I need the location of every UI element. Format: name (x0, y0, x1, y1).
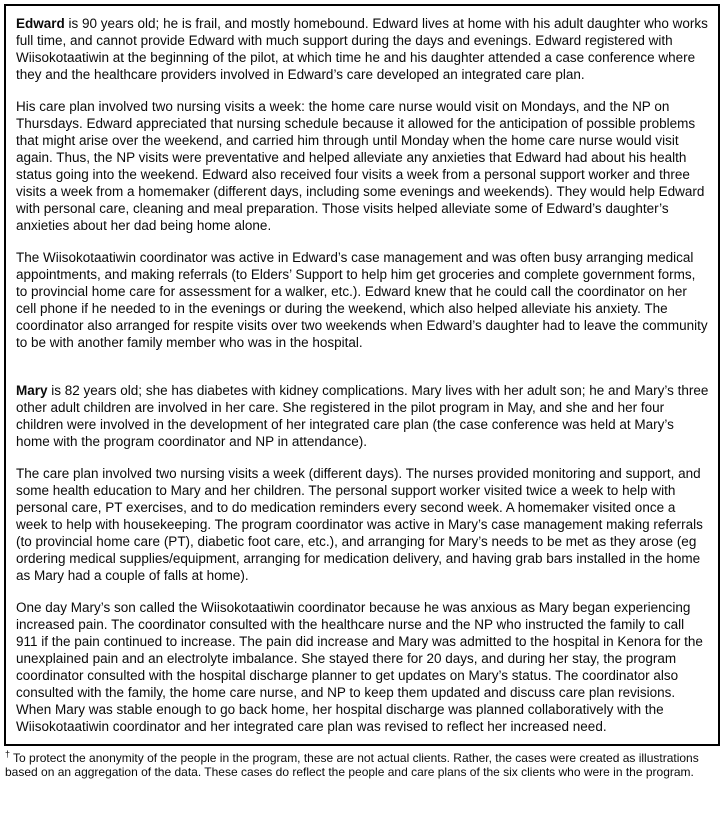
anonymity-footnote (5, 751, 718, 780)
case-illustrations-box (4, 4, 720, 746)
paragraph-edward-coordinator (16, 249, 709, 351)
paragraph-mary-care-plan-text: The care plan involved two nursing visits a week (different days). The nurses provided monitoring and support, and some health education to Mary and her children. The personal support worker visited twice a week to help with personal care, PT exercises, and to do medication reminders every second week. A homemaker visited once a week to help with housekeeping. The program coordinator was active in Mary’s case management making referrals (to provincial home care (PT), diabetic foot care, etc.), and arranging for Mary’s needs to be met as they arose (eg ordering medical supplies/equipment, arranging for medication delivery, and having grab bars installed in the home as Mary had a couple of falls at home). (16, 466, 703, 583)
paragraph-mary-care-plan (16, 465, 709, 584)
paragraph-edward-care-plan (16, 98, 709, 234)
paragraph-edward-intro (16, 15, 709, 83)
case-name-mary: Mary (16, 383, 48, 398)
paragraph-mary-intro (16, 382, 709, 450)
dagger-footnote-marker: † (5, 749, 11, 759)
anonymity-footnote-text: To protect the anonymity of the people in the program, these are not actual clients. Rather, the cases were created as illustrations based on an aggregation of the data. These cases do reflect the people and care plans of the six clients who were in the program. (5, 751, 699, 780)
paragraph-mary-intro-text: is 82 years old; she has diabetes with kidney complications. Mary lives with her adult son; he and Mary’s three other adult children are involved in her care. She registered in the pilot program in May, and she and her four children were involved in the development of her integrated care plan (the case conference was held at Mary’s home with the program coordinator and NP in attendance). (16, 383, 709, 449)
paragraph-mary-hospital (16, 599, 709, 735)
paragraph-mary-hospital-text: One day Mary’s son called the Wiisokotaatiwin coordinator because he was anxious as Mary began experiencing increased pain. The coordinator consulted with the healthcare nurse and the NP who instructed the family to call 911 if the pain continued to increase. The pain did increase and Mary was admitted to the hospital in Kenora for the unexplained pain and an electrolyte imbalance. She stayed there for 20 days, and during her stay, the program coordinator consulted with the hospital discharge planner to get updates on Mary’s status. The coordinator also consulted with the family, the home care nurse, and NP to keep them updated and discuss care plan revisions. When Mary was stable enough to go back home, her hospital discharge was planned collaboratively with the Wiisokotaatiwin coordinator and her integrated care plan was revised to reflect her increased need. (16, 600, 703, 734)
paragraph-edward-coordinator-text: The Wiisokotaatiwin coordinator was active in Edward’s case management and was often busy arranging medical appointments, and making referrals (to Elders’ Support to help him get groceries and complete government forms, to provincial home care for assessment for a walker, etc.). Edward knew that he could call the coordinator on her cell phone if he needed to in the evenings or during the weekend, which also helped alleviate his anxiety. The coordinator also arranged for respite visits over two weekends when Edward’s daughter had to leave the community to be with another family member who was in the hospital. (16, 250, 708, 350)
case-name-edward: Edward (16, 16, 65, 31)
paragraph-edward-intro-text: is 90 years old; he is frail, and mostly homebound. Edward lives at home with his adult daughter who works full time, and cannot provide Edward with much support during the days and evenings. Edward registered with Wiisokotaatiwin at the beginning of the pilot, at which time he and his daughter attended a case conference where they and the healthcare providers involved in Edward’s care developed an integrated care plan. (16, 16, 708, 82)
paragraph-edward-care-plan-text: His care plan involved two nursing visits a week: the home care nurse would visit on Mondays, and the NP on Thursdays. Edward appreciated that nursing schedule because it allowed for the anticipation of possible problems that might arise over the weekend, and carried him through until Monday when the home care nurse would visit again. Thus, the NP visits were preventative and helped alleviate any anxieties that Edward had about his health status going into the weekend. Edward also received four visits a week from a personal support worker and three visits a week from a homemaker (different days, including some evenings and weekends). They would help Edward with personal care, cleaning and meal preparation. Those visits helped alleviate some of Edward’s daughter’s anxieties about her dad being home alone. (16, 99, 705, 233)
